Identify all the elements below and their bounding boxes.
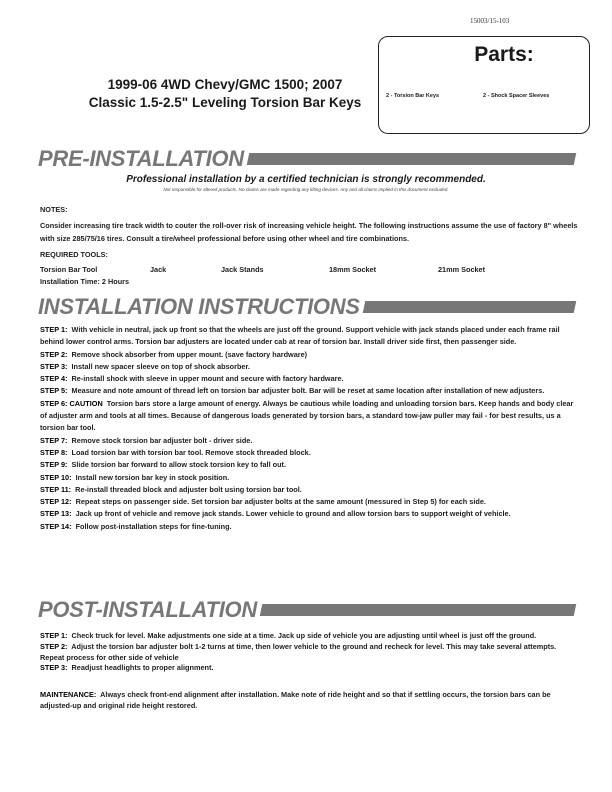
heading-bar — [362, 301, 576, 313]
step-label: STEP 12: — [40, 497, 72, 507]
section-title: POST-INSTALLATION — [38, 597, 257, 622]
step-item — [40, 496, 580, 508]
step-label: STEP 14: — [40, 521, 72, 531]
step-text: Repeat steps on passenger side. Set torsion bar adjuster bolts at the same amount (messured in Step 5) for each side. — [75, 497, 486, 507]
step-text: Install new torsion bar key in stock position. — [75, 472, 230, 482]
step-text: With vehicle in neutral, jack up front so that the wheels are just off the ground. Support vehicle with jack stands placed under each frame rail behind lower control arms. Torsion bar adjusters are located under cab at rear of torsion bar. Install driver side first, then passenger side. — [40, 325, 560, 347]
step-item — [40, 521, 580, 533]
step-label: STEP 1: — [40, 325, 68, 334]
step-text: Install new spacer sleeve on top of shock absorber. — [71, 361, 250, 371]
section-title: PRE-INSTALLATION — [38, 146, 244, 171]
heading-bar — [260, 604, 577, 616]
step-label: STEP 7: — [40, 435, 68, 445]
step-label: STEP 9: — [40, 460, 68, 470]
document-title — [40, 76, 410, 112]
title-line-1: 1999-06 4WD Chevy/GMC 1500; 2007 — [107, 77, 343, 92]
step-item — [40, 484, 580, 496]
required-tools — [40, 249, 580, 289]
step-label: STEP 11: — [40, 484, 72, 494]
step-label: STEP 13: — [40, 509, 72, 519]
step-text: Load torsion bar with torsion bar tool. Remove stock threaded block. — [71, 447, 311, 457]
installation-steps — [40, 324, 580, 533]
pre-installation-heading — [38, 146, 575, 172]
step-item — [40, 385, 580, 397]
step-label: STEP 3: — [40, 663, 68, 673]
recommendation: Professional installation by a certified technician is strongly recommended. — [126, 174, 486, 185]
tool-item: Jack — [150, 265, 167, 275]
section-title: INSTALLATION INSTRUCTIONS — [38, 294, 360, 319]
step-item — [40, 459, 580, 471]
installation-time: Installation Time: 2 Hours — [40, 277, 130, 287]
step-item — [40, 349, 580, 361]
step-label: STEP 3: — [40, 361, 68, 371]
step-text: Slide torsion bar forward to allow stock torsion key to fall out. — [71, 460, 286, 470]
maintenance-label: MAINTENANCE: — [40, 690, 97, 699]
step-item — [40, 642, 580, 664]
maintenance-text: Always check front-end alignment after installation. Make note of ride height and so that if settling occurs, the torsion bars can be adjusted-up and original ride height restored. — [40, 690, 551, 710]
step-item — [40, 508, 580, 520]
notes-label: NOTES: — [40, 205, 68, 214]
installation-instructions-heading — [38, 294, 575, 320]
step-item — [40, 435, 580, 447]
step-text: Adjust the torsion bar adjuster bolt 1-2 turns at time, then lower vehicle to the ground and recheck for level. This may take several attempts. Repeat process for other side of vehicle — [40, 641, 557, 662]
step-label: STEP 1: — [40, 631, 68, 640]
step-label: STEP 6: CAUTION — [40, 398, 103, 408]
heading-bar — [247, 153, 577, 165]
parts-heading: Parts: — [474, 43, 534, 66]
step-label: STEP 2: — [40, 349, 68, 359]
step-label: STEP 5: — [40, 386, 68, 396]
step-text: Torsion bars store a large amount of energy. Always be cautious while loading and unloading torsion bars. Keep hands and body clear of adjuster arm and tools at all times. Because of dangerous loads generated by torsion bars, a standard tow-jaw puller may fail - for best results, us a torsion bar tool. — [40, 398, 574, 433]
step-label: STEP 10: — [40, 472, 72, 482]
step-text: Measure and note amount of thread left on torsion bar adjuster bolt. Bar will be reset at same location after installation of new adjusters. — [71, 386, 545, 396]
step-label: STEP 2: — [40, 641, 68, 651]
step-item — [40, 398, 580, 435]
notes — [40, 204, 580, 245]
step-text: Re-install threaded block and adjuster bolt using torsion bar tool. — [75, 484, 302, 494]
post-installation-heading — [38, 597, 575, 623]
maintenance — [40, 690, 580, 712]
step-text: Re-install shock with sleeve in upper mount and secure with factory hardware. — [71, 374, 344, 384]
part-item: 2 - Shock Spacer Sleeves — [483, 93, 550, 99]
step-item — [40, 373, 580, 385]
step-text: Remove shock absorber from upper mount. (save factory hardware) — [71, 349, 308, 359]
step-item — [40, 361, 580, 373]
tool-item: 21mm Socket — [438, 265, 486, 275]
step-text: Readjust headlights to proper alignment. — [71, 663, 214, 673]
tool-item: Torsion Bar Tool — [40, 265, 98, 275]
step-text: Follow post-installation steps for fine-tuning. — [75, 521, 232, 531]
part-item: 2 - Torsion Bar Keys — [386, 93, 440, 99]
step-text: Remove stock torsion bar adjuster bolt - driver side. — [71, 435, 253, 445]
document-number: 15003/15-103 — [470, 17, 510, 25]
tool-item: 18mm Socket — [329, 265, 377, 275]
step-text: Jack up front of vehicle and remove jack stands. Lower vehicle to ground and allow torsion bars to support weight of vehicle. — [75, 509, 511, 519]
tools-label: REQUIRED TOOLS: — [40, 250, 108, 259]
step-item — [40, 631, 580, 642]
post-installation-steps — [40, 631, 580, 674]
step-item — [40, 472, 580, 484]
title-line-2: Classic 1.5-2.5" Leveling Torsion Bar Keys — [88, 95, 362, 110]
step-item — [40, 324, 580, 349]
disclaimer: Not responsible for altered products. No claims are made regarding any lifting devices. Any and all claims implied in this document excluded. — [163, 187, 449, 192]
notes-text: Consider increasing tire track width to couter the roll-over risk of increasing vehicle height. The following instructions assume the use of factory 8" wheels with size 285/75/16 tires. Consult a tire/wheel professional before using other wheel and tire combinations. — [40, 221, 578, 244]
step-item — [40, 663, 580, 674]
step-label: STEP 4: — [40, 374, 68, 384]
step-item — [40, 447, 580, 459]
tool-item: Jack Stands — [221, 265, 264, 275]
step-label: STEP 8: — [40, 447, 68, 457]
step-text: Check truck for level. Make adjustments one side at a time. Jack up side of vehicle you are adjusting until wheel is just off the ground. — [71, 631, 537, 640]
